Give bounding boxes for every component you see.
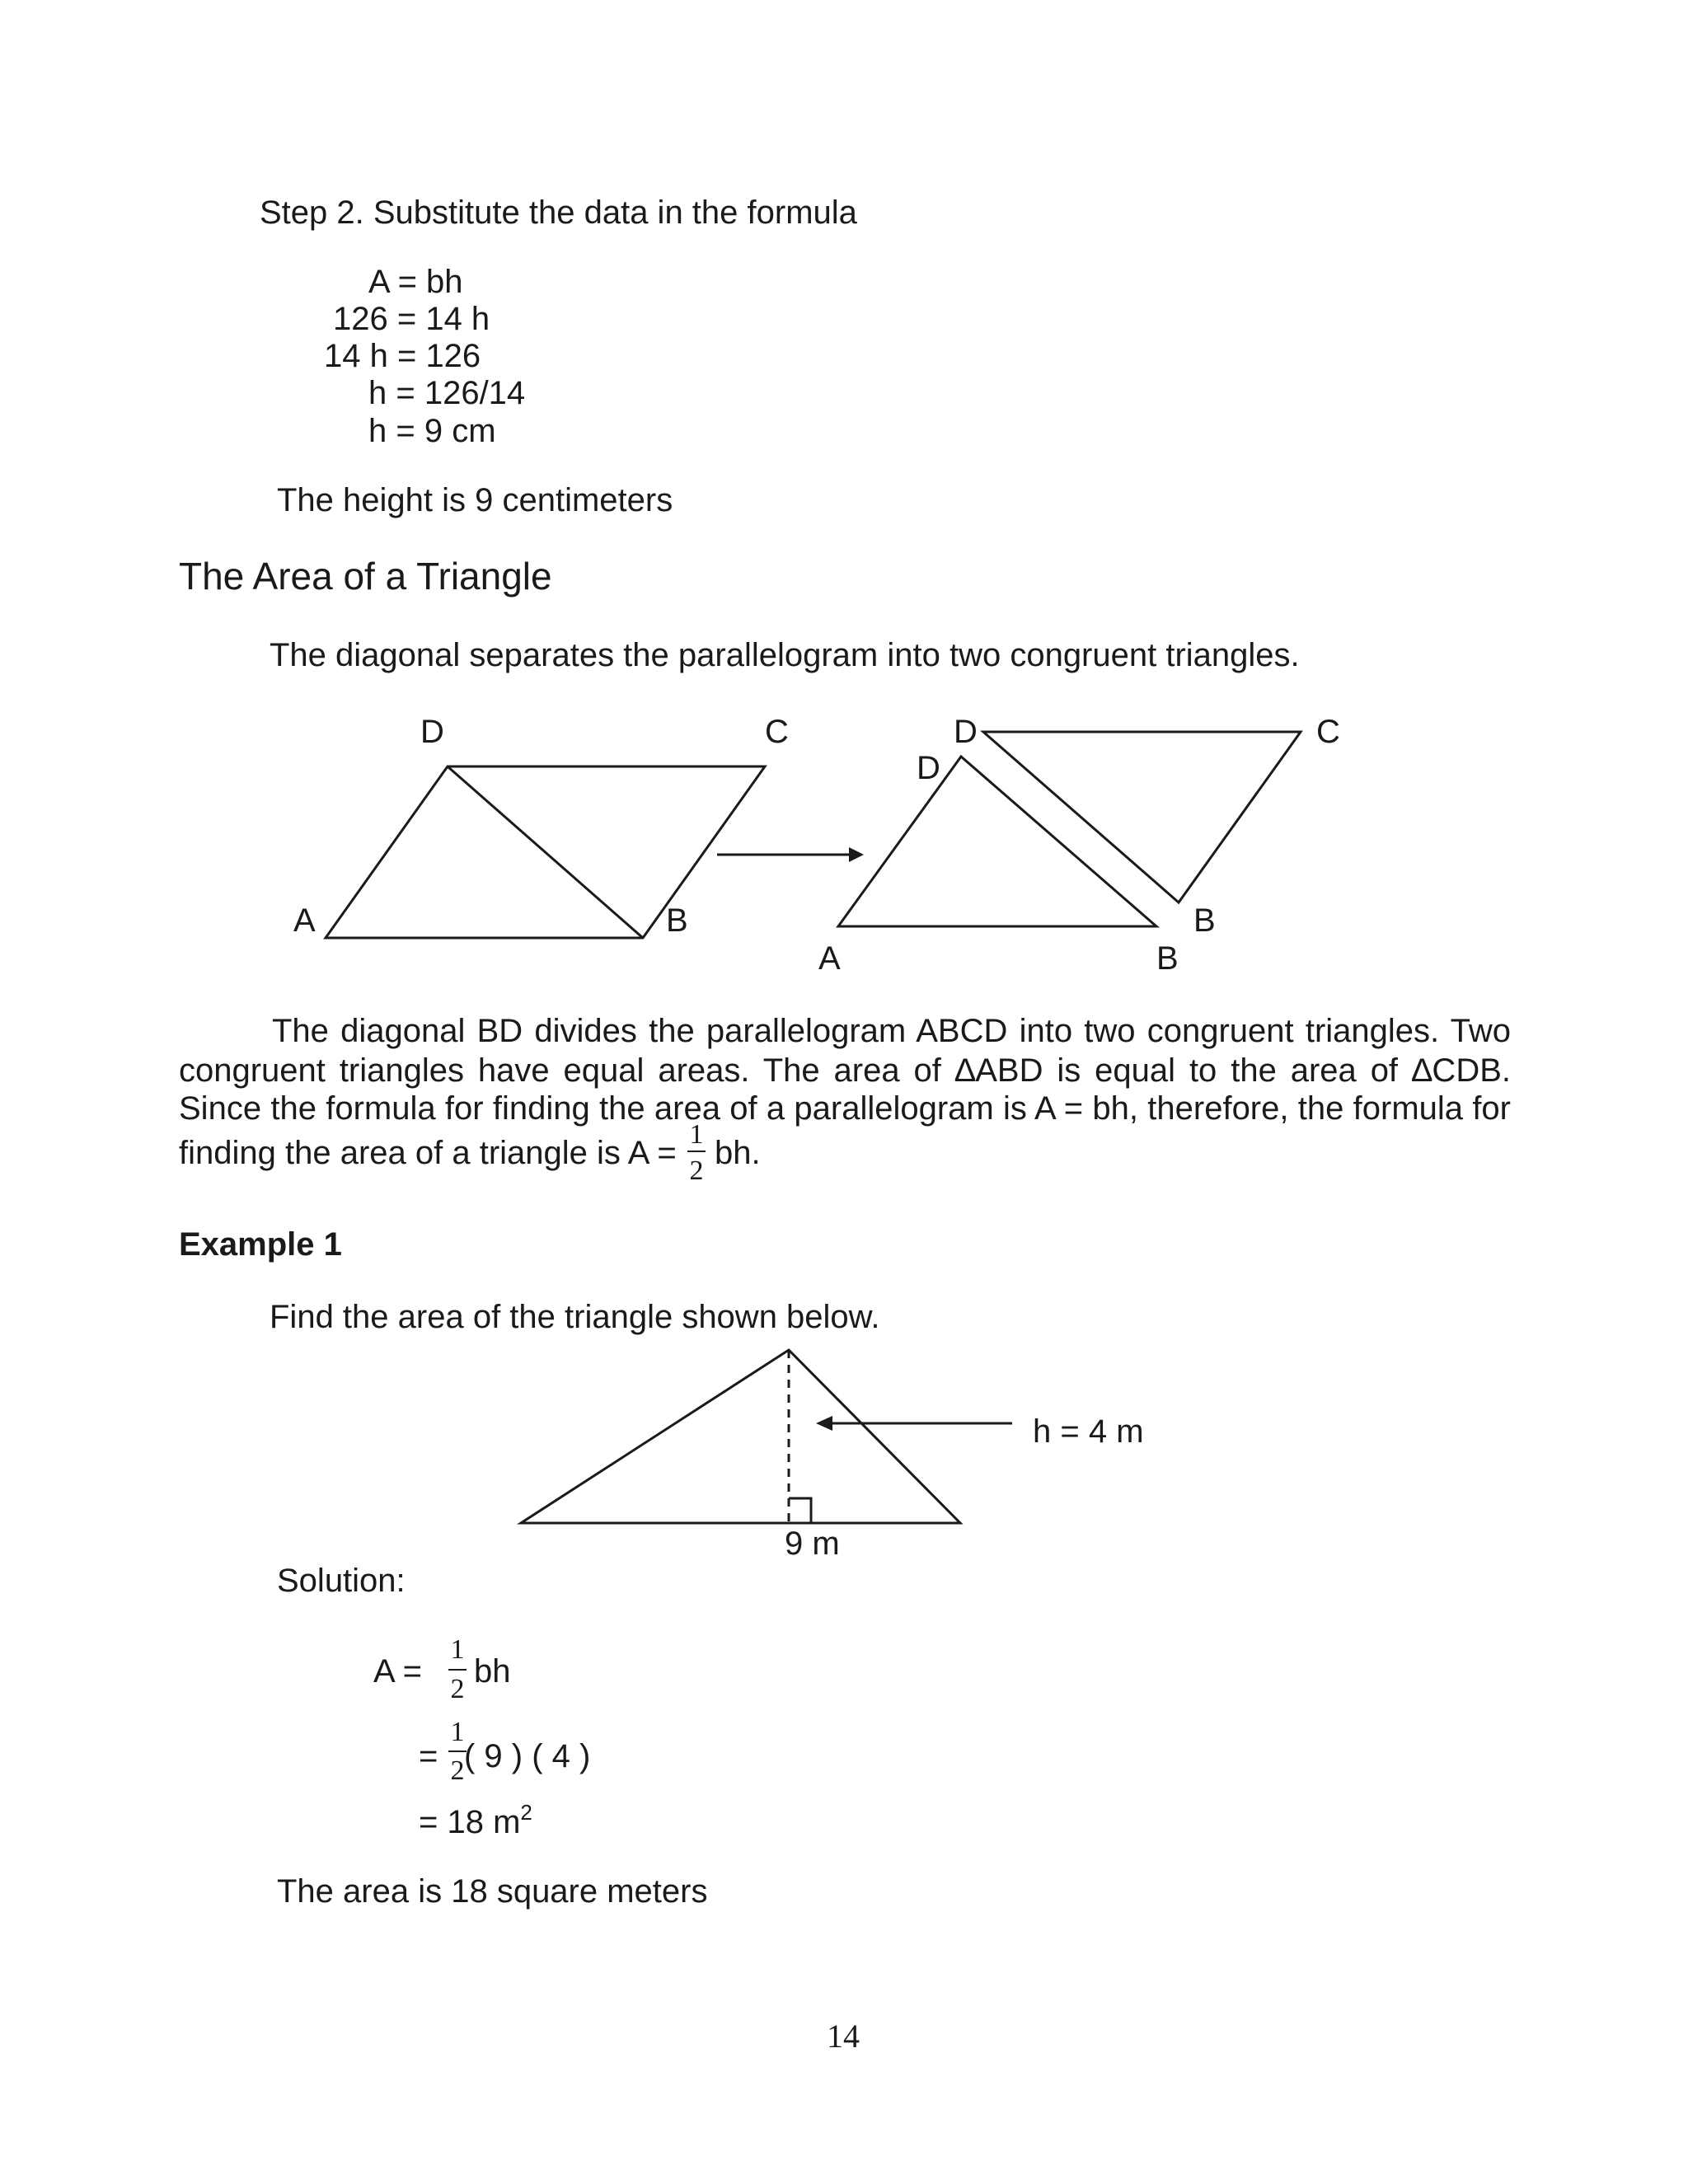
paragraph-line: Since the formula for finding the area of a parallelogram is A = bh, therefore, the formula for [179, 1090, 1511, 1127]
paragraph-line: finding the area of a triangle is A = [179, 1135, 677, 1171]
fraction-numerator: 1 [689, 1119, 704, 1150]
vertex-label-d: D [954, 714, 978, 750]
equation-line: A = bh [368, 264, 463, 300]
vertex-label-b: B [666, 902, 688, 939]
equation-line: 126 = 14 h [333, 301, 490, 337]
vertex-label-b: B [1193, 902, 1216, 939]
fraction-denominator: 2 [450, 1674, 465, 1704]
example-title: Example 1 [179, 1226, 342, 1263]
paragraph-line: congruent triangles have equal areas. The area of ∆ABD is equal to the area of ∆CDB. [179, 1052, 1511, 1089]
superscript: 2 [520, 1800, 532, 1825]
fraction-denominator: 2 [450, 1755, 465, 1786]
paragraph-line: The diagonal BD divides the parallelogram ABCD into two congruent triangles. Two [272, 1013, 1511, 1049]
equation-result: = 18 m [419, 1804, 521, 1840]
right-angle-marker [789, 1498, 811, 1523]
solution-label: Solution: [277, 1563, 406, 1599]
equation-line: h = 9 cm [368, 413, 496, 449]
vertex-label-b: B [1156, 940, 1179, 977]
vertex-label-a: A [293, 902, 316, 939]
vertex-label-c: C [765, 714, 789, 750]
example-prompt: Find the area of the triangle shown below. [270, 1299, 880, 1335]
equation-line: h = 126/14 [368, 375, 526, 411]
vertex-label-d: D [420, 714, 444, 750]
vertex-label-a: A [818, 940, 841, 977]
equation-line: bh [474, 1653, 511, 1690]
step-conclusion: The height is 9 centimeters [277, 482, 673, 518]
equation-line [419, 1802, 532, 1839]
base-label: 9 m [785, 1526, 840, 1562]
section-title: The Area of a Triangle [179, 555, 552, 598]
arrow-head-icon [816, 1416, 832, 1431]
equation-line: 14 h = 126 [324, 338, 481, 374]
example-conclusion: The area is 18 square meters [277, 1873, 708, 1910]
equation-line: = [419, 1738, 438, 1774]
fraction-numerator: 1 [450, 1634, 465, 1665]
example-triangle [521, 1350, 960, 1523]
paragraph-line-end: bh. [715, 1135, 761, 1171]
section-intro: The diagonal separates the parallelogram into two congruent triangles. [270, 637, 1300, 673]
fraction-denominator: 2 [689, 1155, 704, 1186]
page-number: 14 [827, 2018, 860, 2055]
fraction-numerator: 1 [450, 1717, 465, 1747]
step-heading: Step 2. Substitute the data in the formula [260, 194, 857, 231]
equation-line: ( 9 ) ( 4 ) [464, 1738, 591, 1774]
height-label: h = 4 m [1033, 1413, 1144, 1450]
vertex-label-d: D [917, 750, 940, 786]
fraction-bar [448, 1669, 467, 1671]
vertex-label-c: C [1316, 714, 1340, 750]
equation-line: A = [373, 1653, 422, 1690]
